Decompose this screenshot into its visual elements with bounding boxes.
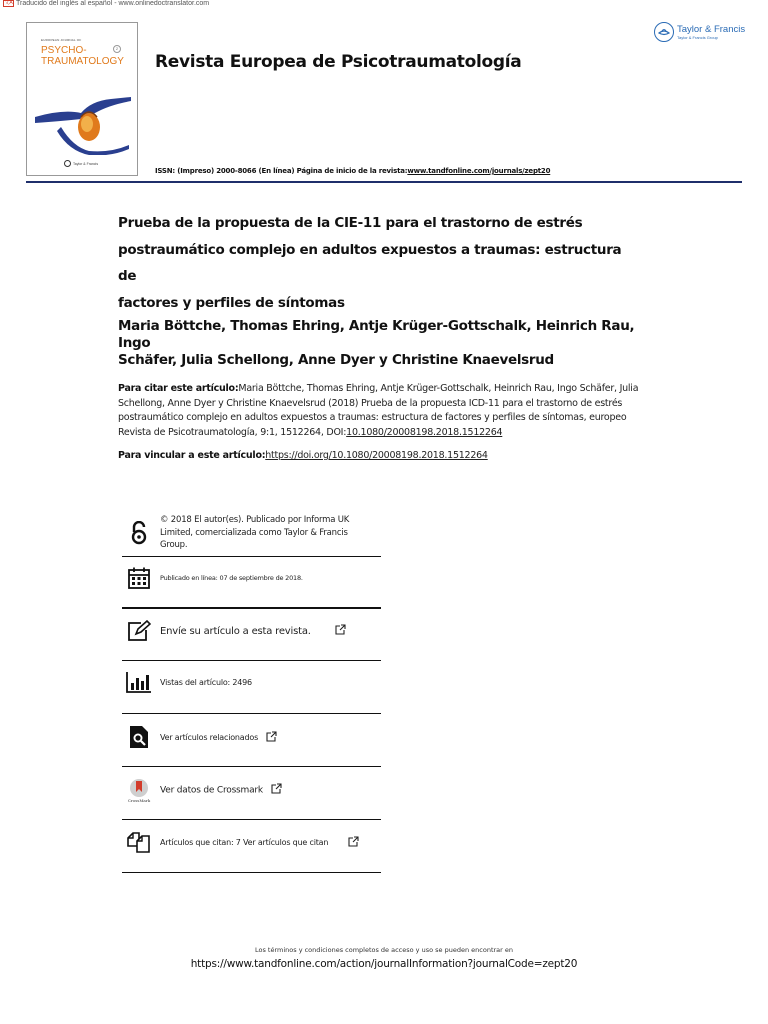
citation	[118, 382, 643, 440]
divider	[122, 872, 381, 873]
translate-icon: 文A	[4, 0, 13, 6]
divider	[122, 607, 381, 609]
cover-title: PSYCHO- TRAUMATOLOGY	[41, 45, 124, 67]
article-title: Prueba de la propuesta de la CIE-11 para el trastorno de estrés postraumático complejo en adultos expuestos a traumas: estructura de factores y perfiles de síntomas	[118, 215, 622, 311]
submit-row[interactable]	[122, 616, 381, 646]
calendar-icon	[126, 565, 152, 591]
journal-cover	[26, 22, 138, 176]
article-authors: Maria Böttche, Thomas Ehring, Antje Krüger-Gottschalk, Heinrich Rau, Ingo Schäfer, Julia Schellong, Anne Dyer y Christine Knaevelsrud	[118, 318, 635, 368]
external-link-icon	[348, 836, 359, 849]
translator-banner	[3, 0, 209, 7]
related-articles-icon	[126, 724, 152, 750]
divider	[122, 660, 381, 661]
taylor-francis-icon	[654, 22, 674, 42]
journal-title: Revista Europea de Psicotraumatología	[155, 52, 522, 72]
citation-label: Para citar este artículo:	[118, 383, 239, 394]
footer-terms-link[interactable]: https://www.tandfonline.com/action/journalInformation?journalCode=zept20	[190, 958, 578, 970]
crossmark-link[interactable]: Ver datos de Crossmark	[160, 783, 282, 797]
header-divider	[26, 181, 742, 183]
citing-link[interactable]: Artículos que citan: 7 Ver artículos que citan	[160, 836, 359, 849]
published-text: Publicado en línea: 07 de septiembre de 2018.	[160, 574, 303, 582]
open-access-icon	[126, 520, 152, 546]
publisher-logo-icon	[64, 160, 71, 167]
journal-homepage-link[interactable]: www.tandfonline.com/journals/zept20	[407, 167, 551, 175]
divider	[122, 713, 381, 714]
license-text: © 2018 El autor(es). Publicado por Informa UK Limited, comercializada como Taylor & Francis Group.	[160, 515, 350, 551]
views-row	[122, 667, 381, 697]
crossmark-row[interactable]	[122, 774, 381, 806]
doi-link[interactable]: 10.1080/20008198.2018.1512264	[346, 426, 503, 438]
publisher-logo-name: Taylor & Francis	[677, 23, 746, 35]
translator-link[interactable]: Traducido del inglés al español - www.onlinedoctranslator.com	[16, 0, 210, 7]
citation-text: Maria Böttche, Thomas Ehring, Antje Krüger-Gottschalk, Heinrich Rau, Ingo Schäfer, Julia Schellong, Anne Dyer y Christine Knaevelsrud (2018) Prueba de la propuesta ICD-11 para el trastorno de estrés postraumático complejo en adultos expuestos a traumas: estructura de factores y perfiles de síntomas, europeo Revista de Psicotraumatología, 9:1, 1512264, DOI:	[118, 383, 639, 438]
divider	[122, 766, 381, 767]
external-link-icon	[266, 731, 277, 744]
publisher-logo-sub: Taylor & Francis Group	[677, 34, 718, 40]
submit-link[interactable]: Envíe su artículo a esta revista.	[160, 624, 346, 638]
article-url-link[interactable]: https://doi.org/10.1080/20008198.2018.1512264	[265, 450, 488, 461]
external-link-icon	[271, 783, 282, 797]
cover-illustration	[33, 87, 133, 155]
published-row	[122, 563, 381, 593]
issn-line: ISSN: (Impreso) 2000-8066 (En línea) Página de inicio de la revista:www.tandfonline.com/journals/zept20	[155, 167, 551, 175]
license-row	[122, 512, 381, 554]
cover-issue-badge: 2	[113, 45, 121, 53]
external-link-icon	[335, 624, 346, 638]
cover-small-title: EUROPEAN JOURNAL OF	[41, 38, 82, 42]
article-link-label: Para vincular a este artículo:	[118, 450, 266, 461]
citing-articles-icon	[126, 829, 152, 855]
publisher-logo[interactable]	[654, 22, 745, 42]
citing-row[interactable]	[122, 827, 381, 857]
related-row[interactable]	[122, 722, 381, 752]
crossmark-icon: CrossMark	[126, 777, 152, 803]
footer-terms: Los términos y condiciones completos de acceso y uso se pueden encontrar en	[254, 946, 514, 954]
related-link[interactable]: Ver artículos relacionados	[160, 731, 277, 744]
views-text: Vistas del artículo: 2496	[160, 677, 252, 687]
divider	[122, 819, 381, 820]
edit-icon	[126, 618, 152, 644]
divider	[122, 556, 381, 557]
article-link	[118, 450, 643, 461]
bar-chart-icon	[126, 669, 152, 695]
cover-publisher: Taylor & Francis	[64, 160, 98, 167]
